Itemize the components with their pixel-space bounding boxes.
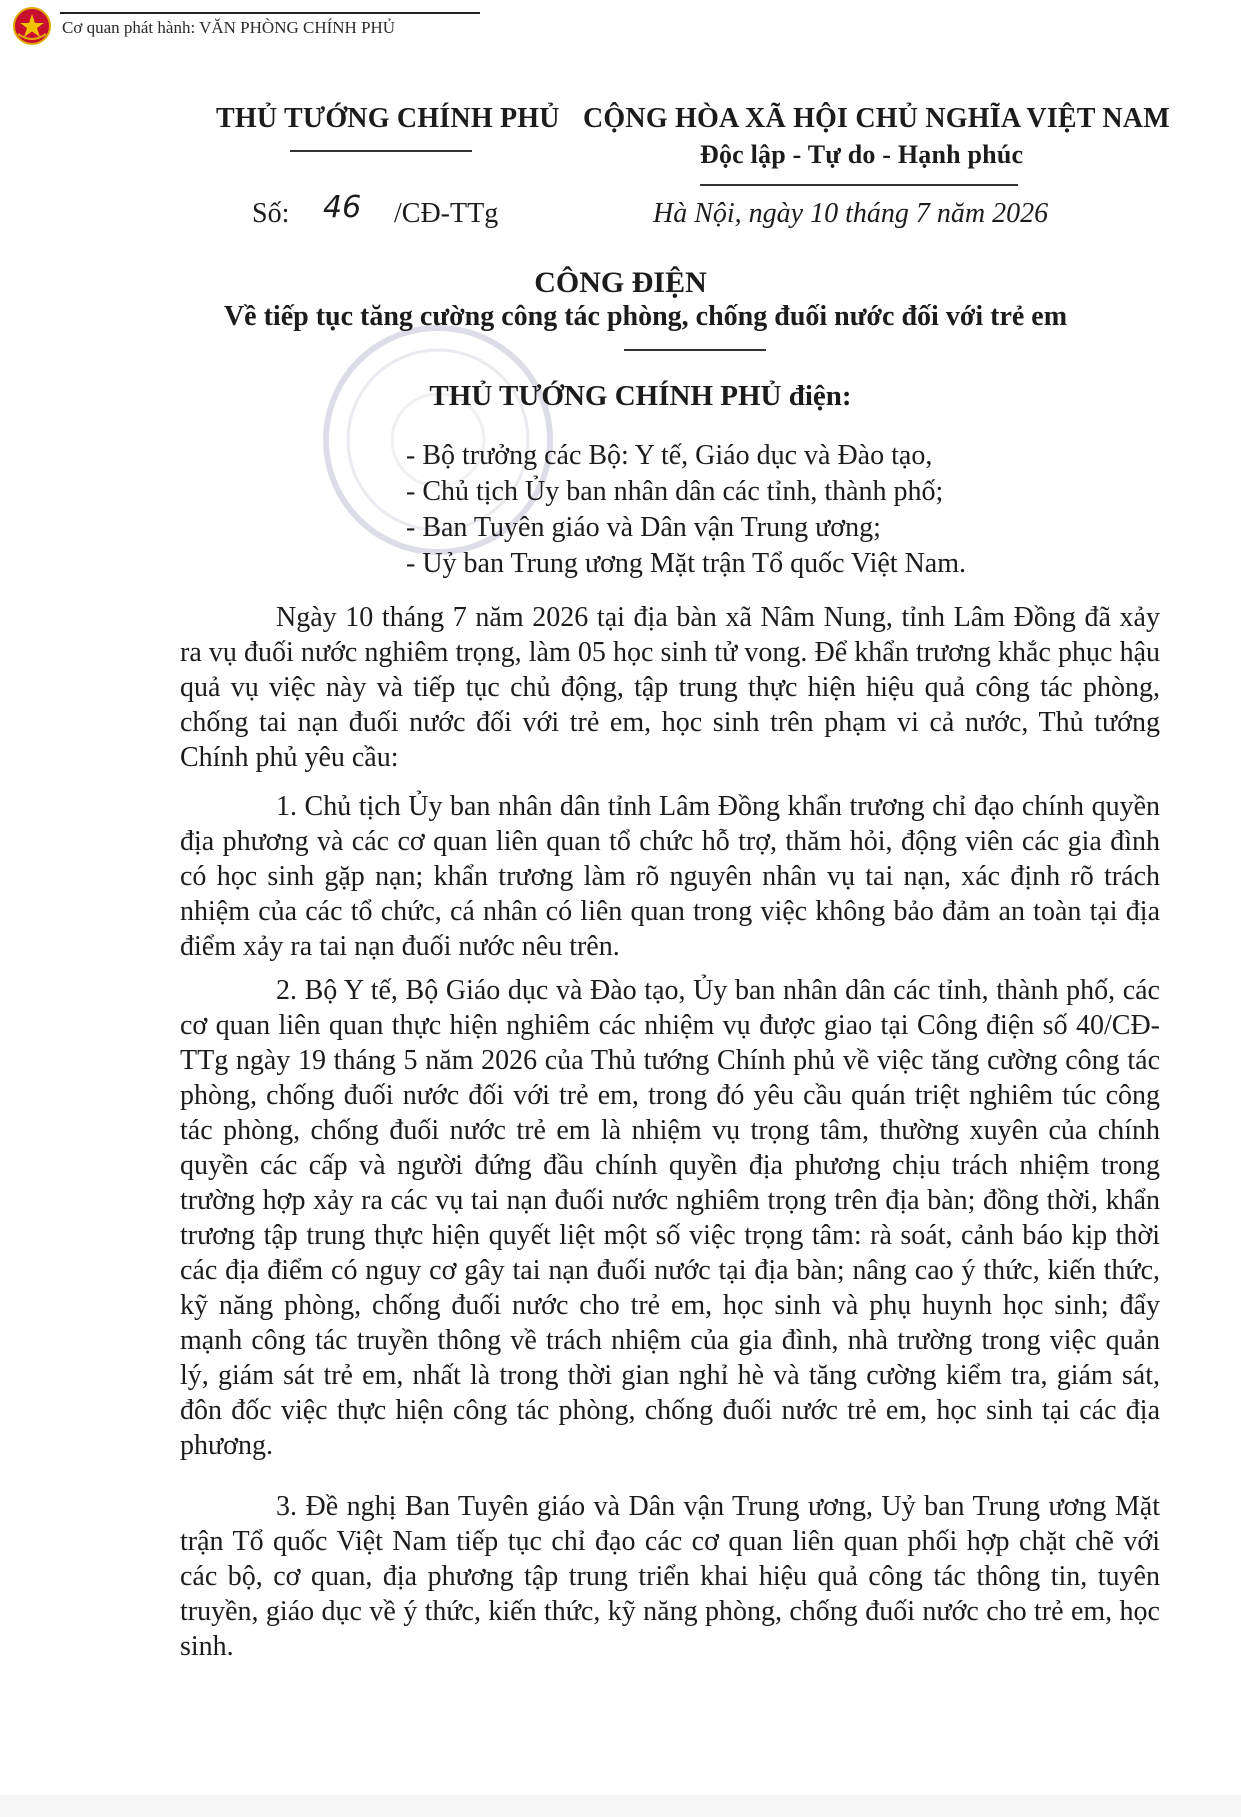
recipient-item: - Chủ tịch Ủy ban nhân dân các tỉnh, thành phố;: [406, 476, 944, 507]
organization-underline: [290, 150, 472, 152]
directive-paragraph-3: 3. Đề nghị Ban Tuyên giáo và Dân vận Trung ương, Uỷ ban Trung ương Mặt trận Tổ quốc Việt Nam tiếp tục chỉ đạo các cơ quan liên quan phối hợp chặt chẽ với các bộ, cơ quan, địa phương tập trung triển khai hiệu quả công tác thông tin, tuyên truyền, giáo dục về ý thức, kiến thức, kỹ năng phòng, chống đuối nước cho trẻ em, học sinh.: [180, 1491, 1160, 1662]
addressed-by-heading: THỦ TƯỚNG CHÍNH PHỦ điện:: [429, 380, 852, 412]
intro-paragraph: Ngày 10 tháng 7 năm 2026 tại địa bàn xã Nâm Nung, tỉnh Lâm Đồng đã xảy ra vụ đuối nước nghiêm trọng, làm 05 học sinh tử vong. Để khẩn trương khắc phục hậu quả vụ việc này và tiếp tục chủ động, tập trung thực hiện hiệu quả công tác phòng, chống tai nạn đuối nước đối với trẻ em, học sinh trên phạm vi cả nước, Thủ tướng Chính phủ yêu cầu:: [180, 602, 1160, 773]
issuer-label: Cơ quan phát hành: VĂN PHÒNG CHÍNH PHỦ: [62, 18, 396, 37]
document-number-handwritten: 46: [323, 190, 362, 225]
subject-underline: [624, 349, 766, 351]
document-number-suffix: /CĐ-TTg: [394, 198, 499, 229]
motto-underline: [700, 184, 1018, 186]
recipient-item: - Bộ trưởng các Bộ: Y tế, Giáo dục và Đào tạo,: [406, 440, 933, 471]
top-border-line: [60, 12, 480, 14]
directive-paragraph-2: 2. Bộ Y tế, Bộ Giáo dục và Đào tạo, Ủy ban nhân dân các tỉnh, thành phố, các cơ quan liên quan thực hiện nghiêm các nhiệm vụ được giao tại Công điện số 40/CĐ-TTg ngày 19 tháng 5 năm 2026 của Thủ tướng Chính phủ về việc tăng cường công tác phòng, chống đuối nước đối với trẻ em, trong đó yêu cầu quán triệt nghiêm túc công tác phòng, chống đuối nước trẻ em là nhiệm vụ trọng tâm, thường xuyên của chính quyền các cấp và người đứng đầu chính quyền địa phương chịu trách nhiệm trong trường hợp xảy ra các vụ tai nạn đuối nước nghiêm trọng trên địa bàn; đồng thời, khẩn trương tập trung thực hiện quyết liệt một số việc trọng tâm: rà soát, cảnh báo kịp thời các địa điểm có nguy cơ gây tai nạn đuối nước tại địa bàn; nâng cao ý thức, kiến thức, kỹ năng phòng, chống đuối nước cho trẻ em, học sinh và phụ huynh học sinh; đẩy mạnh công tác truyền thông về trách nhiệm của gia đình, nhà trường trong việc quản lý, giám sát trẻ em, nhất là trong thời gian nghỉ hè và tăng cường kiểm tra, giám sát, đôn đốc việc thực hiện công tác phòng, chống đuối nước trẻ em, học sinh tại các địa phương.: [180, 975, 1160, 1461]
document-type-title: CÔNG ĐIỆN: [534, 266, 707, 299]
national-emblem-icon: [12, 6, 52, 46]
national-title: CỘNG HÒA XÃ HỘI CHỦ NGHĨA VIỆT NAM: [583, 103, 1170, 134]
recipient-item: - Uỷ ban Trung ương Mặt trận Tổ quốc Việt Nam.: [406, 548, 966, 579]
directive-paragraph-1: 1. Chủ tịch Ủy ban nhân dân tỉnh Lâm Đồng khẩn trương chỉ đạo chính quyền địa phương và các cơ quan liên quan tổ chức hỗ trợ, thăm hỏi, động viên các gia đình có học sinh gặp nạn; khẩn trương làm rõ nguyên nhân vụ tai nạn, xác định rõ trách nhiệm của các tổ chức, cá nhân có liên quan trong việc không bảo đảm an toàn tại địa điểm xảy ra tai nạn đuối nước nêu trên.: [180, 791, 1160, 962]
document-number-label: Số:: [252, 198, 290, 229]
national-motto: Độc lập - Tự do - Hạnh phúc: [700, 140, 1024, 169]
issuing-organization: THỦ TƯỚNG CHÍNH PHỦ: [216, 103, 560, 134]
recipient-item: - Ban Tuyên giáo và Dân vận Trung ương;: [406, 512, 881, 543]
document-date: Hà Nội, ngày 10 tháng 7 năm 2026: [653, 198, 1049, 229]
recipient-list: [406, 438, 966, 582]
page-bottom-edge: [0, 1795, 1241, 1817]
document-subject: Về tiếp tục tăng cường công tác phòng, chống đuối nước đối với trẻ em: [223, 301, 1068, 332]
